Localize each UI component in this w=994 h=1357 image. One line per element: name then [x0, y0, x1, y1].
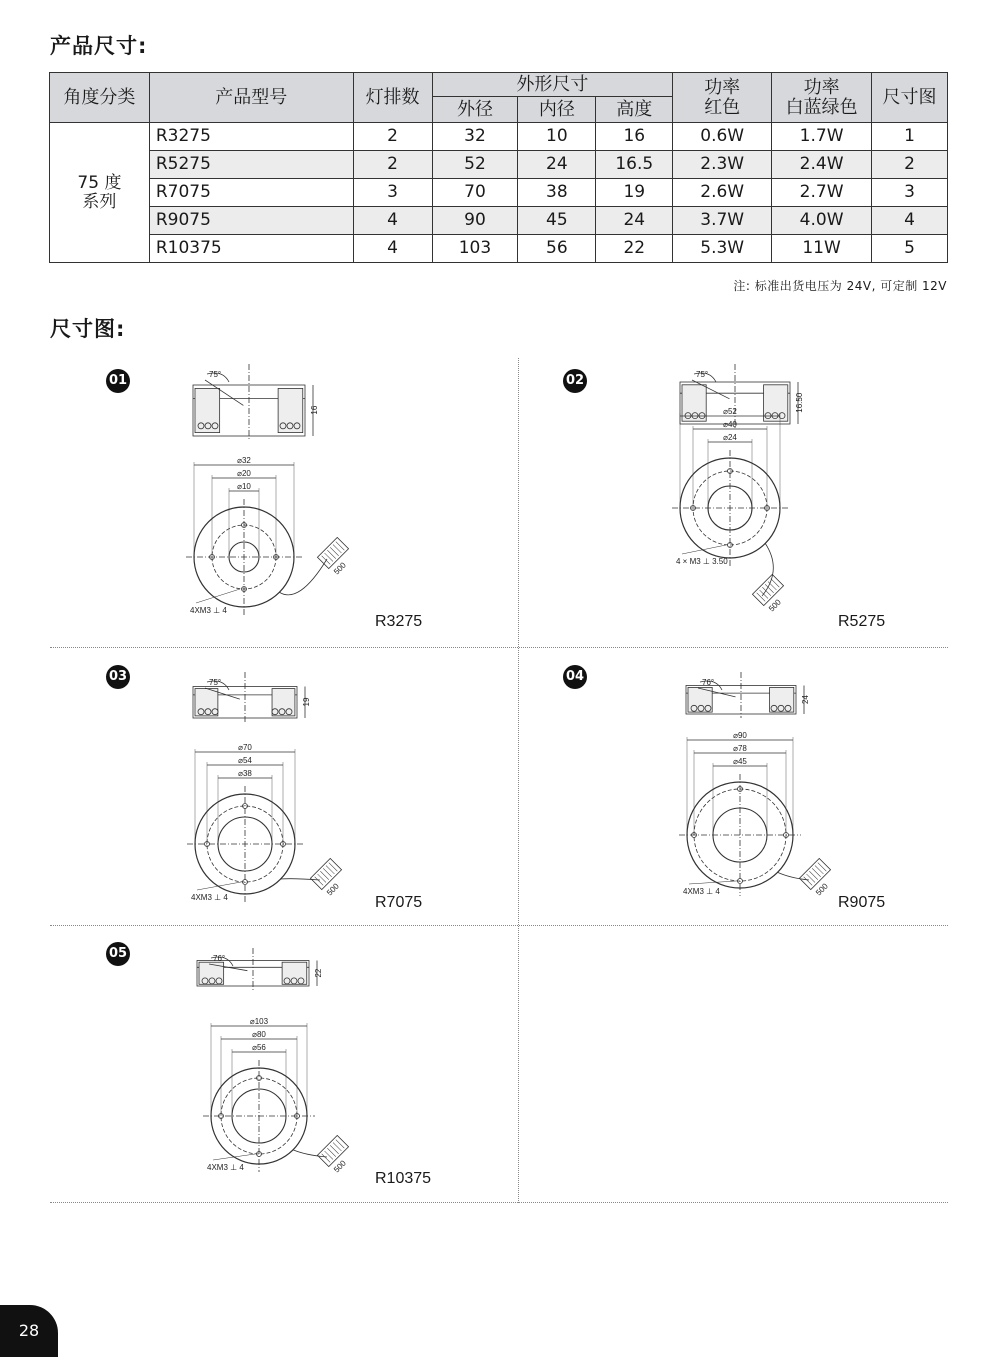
header-outline-size: 外形尺寸 — [432, 73, 673, 97]
cell-fig: 3 — [872, 179, 948, 207]
header-power-label: 功率 — [704, 76, 741, 98]
diameter-label: ⌀10 — [237, 482, 251, 491]
diameter-label: ⌀78 — [733, 744, 747, 753]
cell-height: 19 — [596, 179, 673, 207]
mounting-hole-label: 4 × M3 ⊥ 3.50 — [676, 557, 728, 566]
cell-fig: 1 — [872, 123, 948, 151]
figure-number-badge: 02 — [563, 369, 587, 393]
cell-led-rows: 2 — [353, 151, 432, 179]
cell-led-rows: 4 — [353, 235, 432, 263]
angle-label: 76° — [702, 678, 715, 687]
height-label: 22 — [314, 968, 323, 978]
cell-height: 22 — [596, 235, 673, 263]
cell-model: R9075 — [149, 207, 353, 235]
cell-height: 16.5 — [596, 151, 673, 179]
cell-od: 103 — [432, 235, 518, 263]
drawing-model-label: R3275 — [375, 613, 423, 630]
cable-length-label: 500 — [325, 881, 341, 898]
height-label: 19 — [302, 697, 311, 707]
header-angle-category: 角度分类 — [50, 73, 150, 123]
cell-fig: 2 — [872, 151, 948, 179]
header-power2-label: 功率 — [803, 76, 840, 98]
height-label: 16 — [310, 405, 319, 415]
cell-id: 45 — [518, 207, 596, 235]
mounting-hole-label: 4XM3 ⊥ 4 — [683, 887, 720, 896]
section-title-drawings: 尺寸图: — [50, 317, 126, 341]
diameter-label: ⌀70 — [238, 743, 252, 752]
figure-number-badge: 05 — [106, 942, 130, 966]
diameter-label: ⌀24 — [723, 433, 737, 442]
mounting-hole-label: 4XM3 ⊥ 4 — [191, 893, 228, 902]
cell-height: 16 — [596, 123, 673, 151]
cable-length-label: 500 — [814, 881, 830, 898]
drawing-model-label: R5275 — [838, 613, 886, 630]
diameter-label: ⌀103 — [249, 1017, 269, 1026]
cell-led-rows: 2 — [353, 123, 432, 151]
angle-label: 75° — [209, 678, 222, 687]
diameter-label: ⌀40 — [723, 420, 737, 429]
cell-model: R3275 — [149, 123, 353, 151]
cell-od: 32 — [432, 123, 518, 151]
diameter-label: ⌀45 — [733, 757, 747, 766]
height-label: 16.50 — [795, 392, 804, 413]
mounting-hole-label: 4XM3 ⊥ 4 — [207, 1163, 244, 1172]
angle-label: 75° — [209, 370, 222, 379]
diameter-label: ⌀38 — [238, 769, 252, 778]
figure-number-badge: 04 — [563, 665, 587, 689]
cell-model: R7075 — [149, 179, 353, 207]
cell-power-red: 3.7W — [673, 207, 772, 235]
series-line2: 系列 — [82, 191, 117, 212]
diameter-label: ⌀56 — [252, 1043, 266, 1052]
cell-od: 70 — [432, 179, 518, 207]
cell-power-wbg: 4.0W — [772, 207, 872, 235]
cell-led-rows: 4 — [353, 207, 432, 235]
section-title-product-size: 产品尺寸: — [50, 34, 148, 58]
cell-power-wbg: 2.7W — [772, 179, 872, 207]
series-line1: 75 度 — [77, 172, 122, 193]
cell-id: 56 — [518, 235, 596, 263]
diameter-label: ⌀54 — [238, 756, 252, 765]
diameter-label: ⌀20 — [237, 469, 251, 478]
diameter-label: ⌀52 — [723, 407, 737, 416]
diameter-label: ⌀32 — [237, 456, 251, 465]
cell-id: 38 — [518, 179, 596, 207]
cell-id: 24 — [518, 151, 596, 179]
height-label: 24 — [801, 695, 810, 705]
cell-od: 52 — [432, 151, 518, 179]
cell-power-wbg: 1.7W — [772, 123, 872, 151]
header-red-label: 红色 — [704, 96, 741, 118]
header-outer-diameter: 外径 — [432, 97, 518, 123]
cell-power-red: 5.3W — [673, 235, 772, 263]
cell-fig: 5 — [872, 235, 948, 263]
angle-label: 75° — [696, 370, 709, 379]
cell-model: R5275 — [149, 151, 353, 179]
cell-power-red: 2.3W — [673, 151, 772, 179]
cell-power-wbg: 11W — [772, 235, 872, 263]
drawing-model-label: R7075 — [375, 894, 423, 911]
mounting-hole-label: 4XM3 ⊥ 4 — [190, 606, 227, 615]
cable-length-label: 500 — [767, 597, 783, 614]
cable-length-label: 500 — [332, 560, 348, 577]
cell-power-red: 0.6W — [673, 123, 772, 151]
header-drawing: 尺寸图 — [872, 73, 948, 123]
cell-power-red: 2.6W — [673, 179, 772, 207]
header-height: 高度 — [596, 97, 673, 123]
figure-number-badge: 03 — [106, 665, 130, 689]
voltage-note: 注: 标准出货电压为 24V, 可定制 12V — [733, 279, 947, 293]
cell-fig: 4 — [872, 207, 948, 235]
cell-model: R10375 — [149, 235, 353, 263]
cable-length-label: 500 — [332, 1158, 348, 1175]
header-inner-diameter: 内径 — [518, 97, 596, 123]
diameter-label: ⌀90 — [733, 731, 747, 740]
drawing-model-label: R9075 — [838, 894, 886, 911]
header-wbg-label: 白蓝绿色 — [785, 96, 858, 118]
cell-id: 10 — [518, 123, 596, 151]
diameter-label: ⌀80 — [252, 1030, 266, 1039]
figure-number-badge: 01 — [106, 369, 130, 393]
cell-power-wbg: 2.4W — [772, 151, 872, 179]
header-led-rows: 灯排数 — [353, 73, 432, 123]
cell-led-rows: 3 — [353, 179, 432, 207]
front-view — [203, 1023, 349, 1175]
angle-label: 76° — [213, 954, 226, 963]
header-model: 产品型号 — [149, 73, 353, 123]
page-number: 28 — [0, 1305, 58, 1357]
drawing-model-label: R10375 — [375, 1170, 432, 1187]
cell-od: 90 — [432, 207, 518, 235]
cell-height: 24 — [596, 207, 673, 235]
